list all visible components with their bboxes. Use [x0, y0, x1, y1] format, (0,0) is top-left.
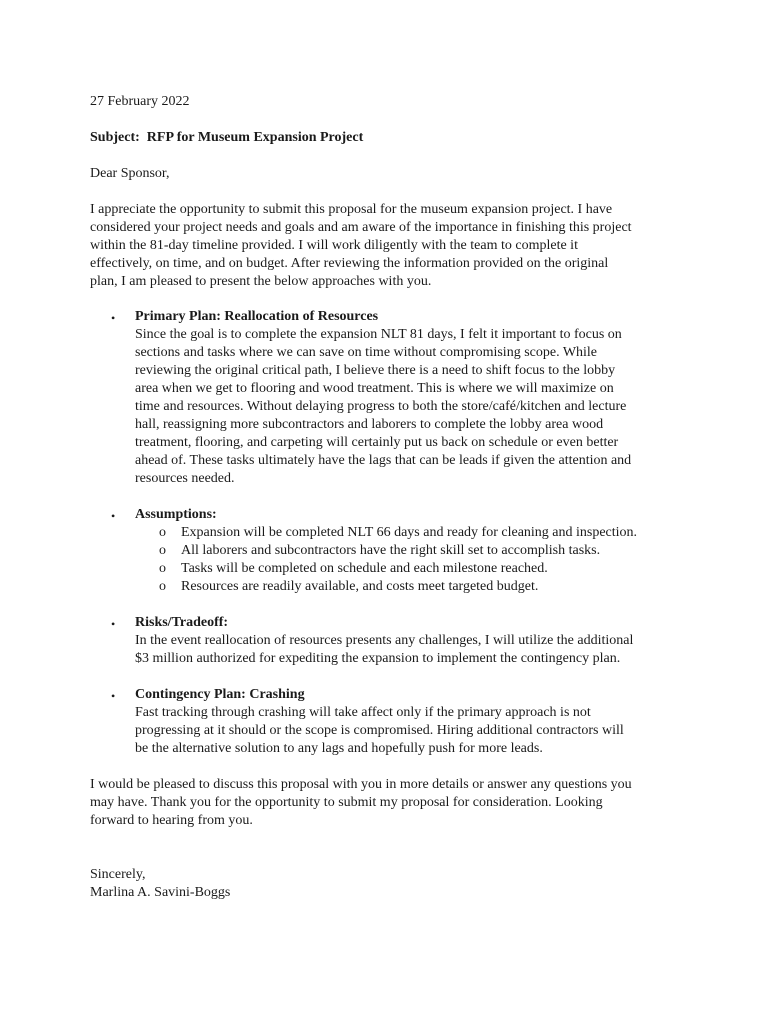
primary-plan-line: Since the goal is to complete the expansion NLT 81 days, I felt it important to focus on — [135, 327, 622, 342]
closing-paragraph — [90, 776, 632, 830]
signoff: Sincerely, — [90, 867, 146, 882]
assumption-item: Resources are readily available, and costs meet targeted budget. — [181, 579, 539, 594]
salutation: Dear Sponsor, — [90, 166, 170, 181]
closing-line: may have. Thank you for the opportunity to submit my proposal for consideration. Looking — [90, 795, 603, 810]
primary-plan-heading: Primary Plan: Reallocation of Resources — [135, 309, 379, 324]
assumption-item: All laborers and subcontractors have the right skill set to accomplish tasks. — [181, 543, 601, 558]
risks-heading: Risks/Tradeoff: — [135, 615, 229, 630]
sub-bullet-icon: o — [159, 561, 166, 576]
risks-section — [135, 614, 633, 668]
intro-line: effectively, on time, and on budget. After reviewing the information provided on the original — [90, 256, 609, 271]
sub-bullet-icon: o — [159, 525, 166, 540]
bullet-icon: • — [111, 509, 116, 523]
primary-plan-line: hall, reassigning more subcontractors and laborers to complete the lobby area wood — [135, 417, 604, 432]
contingency-line: be the alternative solution to any lags and hopefully push for more leads. — [135, 741, 543, 756]
intro-line: within the 81-day timeline provided. I will work diligently with the team to complete it — [90, 238, 578, 253]
subject-text: RFP for Museum Expansion Project — [146, 130, 364, 145]
primary-plan-line: sections and tasks where we can save on time without compromising scope. While — [135, 345, 598, 360]
primary-plan-section — [135, 308, 631, 488]
letter-date: 27 February 2022 — [90, 94, 190, 109]
bullet-icon: • — [111, 689, 116, 703]
primary-plan-line: reviewing the original critical path, I believe there is a need to shift focus to the lobby — [135, 363, 616, 378]
contingency-heading: Contingency Plan: Crashing — [135, 687, 305, 702]
intro-line: considered your project needs and goals and am aware of the importance in finishing this project — [90, 220, 632, 235]
risks-line: In the event reallocation of resources presents any challenges, I will utilize the additional — [135, 633, 634, 648]
contingency-section — [135, 686, 624, 758]
subject-label: Subject: — [90, 130, 140, 145]
assumption-item: Tasks will be completed on schedule and each milestone reached. — [181, 561, 548, 576]
risks-line: $3 million authorized for expediting the expansion to implement the contingency plan. — [135, 651, 621, 666]
sub-bullet-icon: o — [159, 579, 166, 594]
primary-plan-line: treatment, flooring, and carpeting will certainly put us back on schedule or even better — [135, 435, 619, 450]
sub-bullet-icon: o — [159, 543, 166, 558]
intro-paragraph — [90, 201, 632, 291]
closing-line: I would be pleased to discuss this proposal with you in more details or answer any questions you — [90, 777, 632, 792]
primary-plan-line: ahead of. These tasks ultimately have the lags that can be leads if given the attention and — [135, 453, 632, 468]
closing-line: forward to hearing from you. — [90, 813, 253, 828]
primary-plan-line: area when we get to flooring and wood treatment. This is where we will maximize on — [135, 381, 614, 396]
assumptions-heading: Assumptions: — [135, 507, 217, 522]
bullet-icon: • — [111, 617, 116, 631]
intro-line: plan, I am pleased to present the below approaches with you. — [90, 274, 432, 289]
primary-plan-line: time and resources. Without delaying progress to both the store/café/kitchen and lecture — [135, 399, 627, 414]
bullet-icon: • — [111, 311, 116, 325]
intro-line: I appreciate the opportunity to submit this proposal for the museum expansion project. I have — [90, 202, 613, 217]
signature-name: Marlina A. Savini-Boggs — [90, 885, 231, 900]
subject-line — [90, 129, 363, 147]
primary-plan-line: resources needed. — [135, 471, 235, 486]
assumption-item: Expansion will be completed NLT 66 days and ready for cleaning and inspection. — [181, 525, 638, 540]
contingency-line: progressing at it should or the scope is compromised. Hiring additional contractors will — [135, 723, 624, 738]
contingency-line: Fast tracking through crashing will take affect only if the primary approach is not — [135, 705, 591, 720]
